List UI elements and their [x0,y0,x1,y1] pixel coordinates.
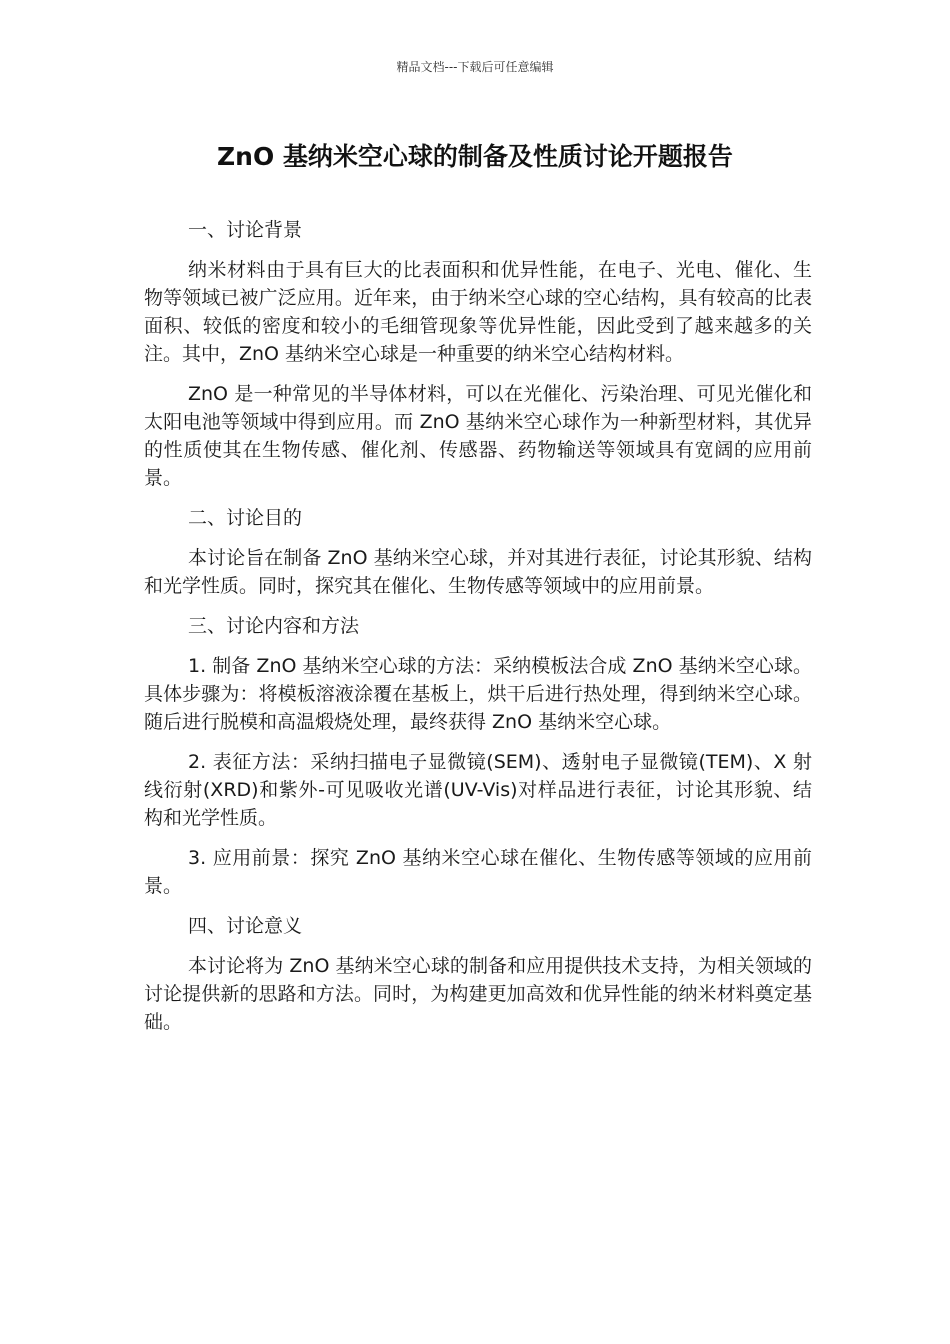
header-note: 精品文档---下载后可任意编辑 [396,60,554,74]
section-heading-purpose: 二、讨论目的 [188,507,303,529]
paragraph-method-3: 3. 应用前景：探究 ZnO 基纳米空心球在催化、生物传感等领域的应用前景。 [144,847,812,897]
paragraph-purpose: 本讨论旨在制备 ZnO 基纳米空心球，并对其进行表征，讨论其形貌、结构和光学性质。同时，探究其在催化、生物传感等领域中的应用前景。 [144,547,812,597]
paragraph-background-2: ZnO 是一种常见的半导体材料，可以在光催化、污染治理、可见光催化和太阳电池等领域中得到应用。而 ZnO 基纳米空心球作为一种新型材料，其优异的性质使其在生物传感、催化剂、传感器、药物输送等领域具有宽阔的应用前景。 [144,383,812,489]
paragraph-significance: 本讨论将为 ZnO 基纳米空心球的制备和应用提供技术支持，为相关领域的讨论提供新的思路和方法。同时，为构建更加高效和优异性能的纳米材料奠定基础。 [144,955,812,1033]
paragraph-background-1: 纳米材料由于具有巨大的比表面积和优异性能，在电子、光电、催化、生物等领域已被广泛应用。近年来，由于纳米空心球的空心结构，具有较高的比表面积、较低的密度和较小的毛细管现象等优异性能，因此受到了越来越多的关注。其中，ZnO 基纳米空心球是一种重要的纳米空心结构材料。 [144,259,812,365]
section-heading-significance: 四、讨论意义 [188,915,303,937]
document-body [144,216,812,1048]
paragraph-method-1: 1. 制备 ZnO 基纳米空心球的方法：采纳模板法合成 ZnO 基纳米空心球。具体步骤为：将模板溶液涂覆在基板上，烘干后进行热处理，得到纳米空心球。随后进行脱模和高温煅烧处理，最终获得 ZnO 基纳米空心球。 [144,655,812,733]
section-heading-methods: 三、讨论内容和方法 [188,615,360,637]
section-heading-background: 一、讨论背景 [188,219,303,241]
document-title: ZnO 基纳米空心球的制备及性质讨论开题报告 [217,142,733,171]
paragraph-method-2: 2. 表征方法：采纳扫描电子显微镜(SEM)、透射电子显微镜(TEM)、X 射线衍射(XRD)和紫外-可见吸收光谱(UV-Vis)对样品进行表征，讨论其形貌、结构和光学性质。 [144,751,812,829]
